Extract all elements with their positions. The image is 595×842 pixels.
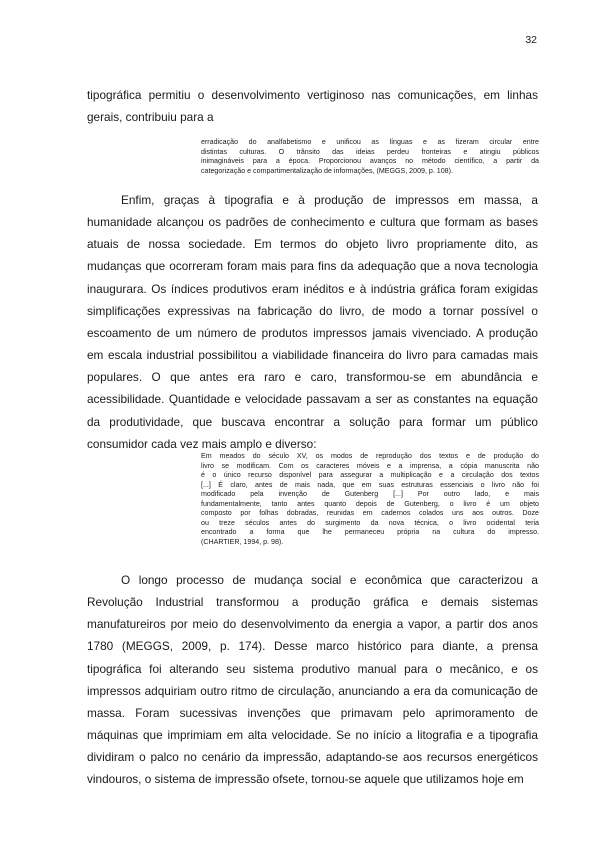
text-line: massa. Foram sucessivas invenções que primavam pelo aprimoramento de bbox=[87, 705, 538, 720]
text-line: erradicação do analfabetismo e unificou as línguas e as fizeram circular entre bbox=[201, 138, 539, 146]
text-line: gerais, contribuiu para a bbox=[87, 110, 214, 125]
body-paragraph bbox=[87, 84, 538, 128]
text-line: da produtividade, que buscava encontrar a solução para formar um público bbox=[87, 414, 538, 429]
text-line: simplificações expressivas na fabricação do livro, de modo a tornar possível o bbox=[87, 303, 538, 318]
block-quote bbox=[201, 452, 539, 547]
text-line: é o único recurso disponível para assegurar a multiplicação e a circulação dos textos bbox=[201, 471, 539, 479]
text-line: inaugurara. Os índices produtivos eram inéditos e à indústria gráfica foram exigidas bbox=[87, 281, 538, 296]
text-line: vindouros, o sistema de impressão ofsete, tornou-se aquele que utilizamos hoje em bbox=[87, 772, 524, 787]
text-line: tipográfica foi alterando seu sistema produtivo manual para o mecânico, e os bbox=[87, 661, 538, 676]
text-line: Revolução Industrial transformou a produção gráfica e demais sistemas bbox=[87, 595, 538, 610]
text-line: [...] É claro, antes de mais nada, que em suas estruturas essenciais o livro não foi bbox=[201, 480, 539, 489]
text-line: acessibilidade. Quantidade e velocidade passavam a ser as constantes na equação bbox=[87, 392, 538, 407]
text-line: em escala industrial possibilitou a viabilidade financeira do livro para camadas mais bbox=[87, 348, 538, 363]
text-line: dividiram o palco no cenário da impressão, adaptando-se aos recursos energéticos bbox=[87, 750, 538, 765]
text-line: O longo processo de mudança social e econômica que caracterizou a bbox=[121, 573, 538, 587]
text-line: fundamentalmente, tanto antes quanto depois de Gutenberg, o livro é um objeto bbox=[201, 499, 539, 508]
text-line: mudanças que ocorreram foram mais para fins da adequação que a nova tecnologia bbox=[87, 259, 538, 274]
body-paragraph bbox=[87, 569, 538, 791]
block-quote bbox=[201, 138, 539, 176]
text-line: tipográfica permitiu o desenvolvimento vertiginoso nas comunicações, em linhas bbox=[87, 88, 538, 102]
text-line: atuais de nossa sociedade. Em termos do objeto livro propriamente dito, as bbox=[87, 237, 538, 252]
text-line: consumidor cada vez mais amplo e diverso: bbox=[87, 436, 317, 451]
text-line: escoamento de um número de produtos impressos jamais vivenciado. A produção bbox=[87, 325, 538, 340]
text-line: Enfim, graças à tipografia e à produção de impressos em massa, a bbox=[121, 193, 538, 207]
text-line: modificado pela invenção de Gutenberg [...] Por outro lado, e mais bbox=[201, 490, 539, 498]
text-line: humanidade alcançou os padrões de conhecimento e cultura que formam as bases bbox=[87, 215, 538, 230]
text-line: livro se modificam. Com os caracteres móveis e a imprensa, a cópia manuscrita não bbox=[201, 461, 539, 470]
text-line: inimagináveis para a época. Proporcionou avanços no método científico, a partir da bbox=[201, 157, 539, 165]
body-paragraph bbox=[87, 189, 538, 455]
text-line: ou treze séculos antes do surgimento da nova técnica, o livro ocidental teria bbox=[201, 518, 539, 527]
text-line: distintas culturas. O trânsito das ideias perdeu fronteiras e atingiu públicos bbox=[201, 147, 539, 156]
text-line: categorização e compartimentalização de informações, (MEGGS, 2009, p. 108). bbox=[201, 166, 453, 175]
text-line: impressos adquiriam outro ritmo de circulação, anunciando a era da comunicação de bbox=[87, 683, 538, 698]
text-line: encontrado a forma que lhe permaneceu própria na cultura do impresso. bbox=[201, 528, 539, 536]
text-line: composto por folhas dobradas, reunidas em cadernos colados uns aos outros. Doze bbox=[201, 509, 539, 517]
text-line: (CHARTIER, 1994, p. 98). bbox=[201, 537, 284, 546]
text-line: populares. O que antes era raro e caro, transformou-se em abundância e bbox=[87, 370, 538, 385]
text-line: Em meados do século XV, os modos de reprodução dos textos e de produção do bbox=[201, 452, 539, 460]
text-line: 1780 (MEGGS, 2009, p. 174). Desse marco histórico para diante, a prensa bbox=[87, 639, 538, 654]
text-line: máquinas que imprimiam em alta velocidade. Se no início a litografia e a tipografia bbox=[87, 728, 538, 743]
page-number: 32 bbox=[525, 34, 537, 46]
text-line: manufatureiros por meio do desenvolvimento da energia a vapor, a partir dos anos bbox=[87, 617, 538, 632]
